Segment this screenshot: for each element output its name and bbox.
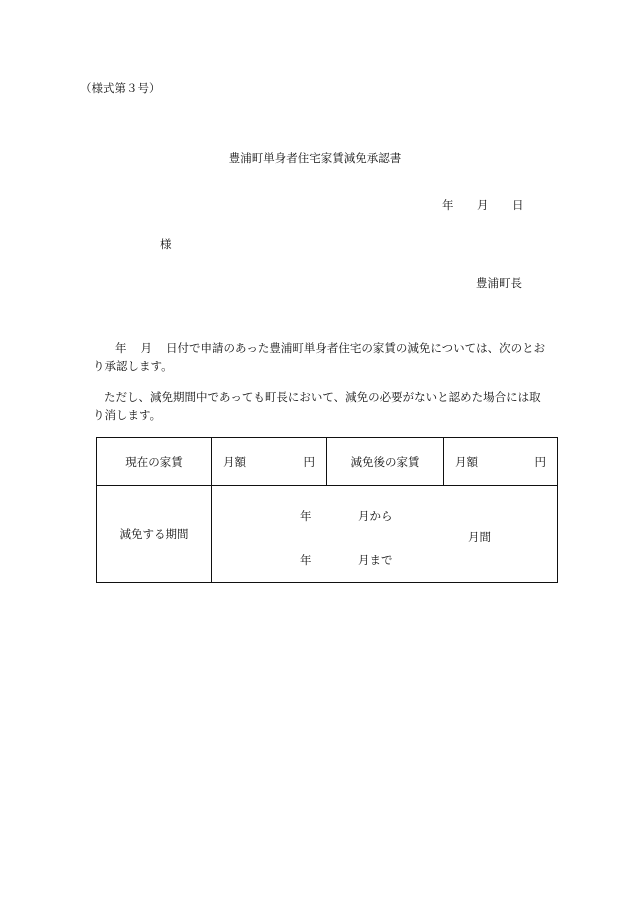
- paragraph1-year: 年: [115, 341, 127, 355]
- current-rent-yen: 円: [303, 454, 315, 469]
- reduced-rent-yen: 円: [534, 454, 546, 469]
- current-rent-label: 現在の家賃: [97, 438, 212, 486]
- rent-row: [97, 438, 558, 486]
- date-day: 日: [512, 198, 524, 212]
- period-from-month: 月から: [358, 509, 393, 523]
- current-rent-amount-cell: [212, 438, 327, 486]
- date-month: 月: [477, 198, 489, 212]
- period-to-month: 月まで: [358, 553, 393, 567]
- paragraph1-month: 月: [140, 341, 152, 355]
- reduced-rent-monthly-label: 月額: [455, 454, 478, 469]
- body-paragraph-1: [93, 339, 551, 375]
- period-label: 減免する期間: [97, 486, 212, 583]
- current-rent-monthly-label: 月額: [223, 454, 246, 469]
- addressee-suffix: 様: [160, 237, 172, 251]
- reduced-rent-amount-cell: [444, 438, 558, 486]
- period-row: [97, 486, 558, 583]
- issuer: 豊浦町長: [476, 276, 522, 290]
- paragraph1-rest: 日付で申請のあった豊浦町単身者住宅の家賃の減免については、次のとおり承認します。: [93, 341, 546, 373]
- document-title: 豊浦町単身者住宅家賃減免承認書: [228, 151, 402, 165]
- period-from-year: 年: [300, 509, 312, 523]
- rent-reduction-table: [96, 437, 558, 583]
- form-number: （様式第３号）: [80, 81, 161, 95]
- period-cell: [212, 486, 558, 583]
- period-to-year: 年: [300, 553, 312, 567]
- date-year: 年: [442, 198, 454, 212]
- body-paragraph-2: [93, 388, 551, 424]
- paragraph2-text: ただし、減免期間中であっても町長において、減免の必要がないと認めた場合には取り消します。: [93, 390, 541, 422]
- period-months: 月間: [468, 530, 491, 544]
- reduced-rent-label: 減免後の家賃: [327, 438, 444, 486]
